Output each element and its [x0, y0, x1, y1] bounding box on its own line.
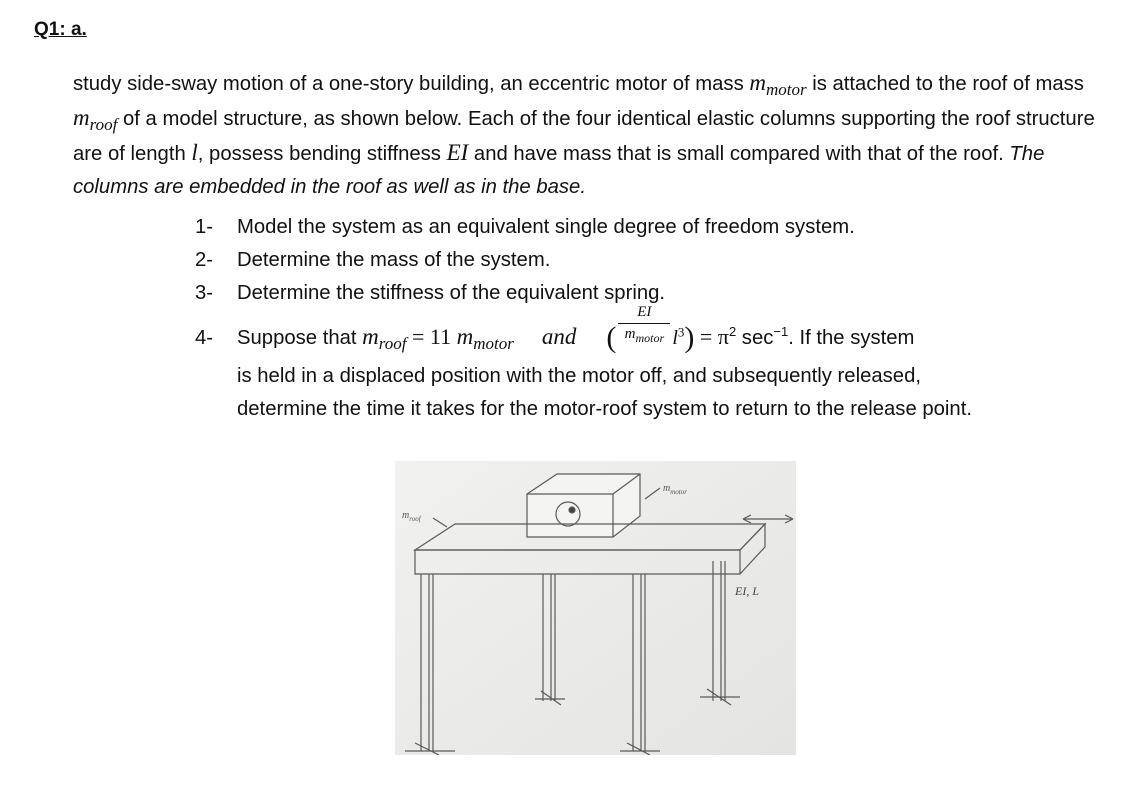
- list-item-number: 3-: [195, 282, 214, 304]
- m-roof-symbol: $m_{roof}$: [362, 324, 407, 353]
- para-text-1: study side-sway motion of a one-story building, an eccentric motor of mass: [73, 73, 750, 95]
- motor-box: [527, 474, 640, 537]
- para-text-5: and have mass that is small compared with that of the roof.: [468, 143, 1010, 165]
- ei-symbol: EI: [446, 140, 469, 165]
- question-heading: Q1: a.: [34, 19, 87, 40]
- and-word: and: [541, 324, 577, 349]
- list-item-number: 2-: [195, 249, 214, 271]
- item4-text-1: Suppose that: [237, 327, 363, 349]
- item4-line-2: is held in a displaced position with the motor off, and subsequently released,: [237, 365, 921, 387]
- figure-label-ei-l: EI, L: [735, 584, 759, 598]
- list-item-text: Model the system as an equivalent single degree of freedom system.: [237, 216, 855, 238]
- m-motor-symbol: $m_{motor}$: [749, 70, 807, 99]
- list-item: [195, 249, 550, 272]
- item4-text-2: . If the system: [788, 327, 915, 349]
- l-cubed: $l^3$: [672, 324, 685, 349]
- figure-label-roof: $m_{roof}$: [402, 510, 421, 523]
- para-text-3: of a model structure, as shown below. Each of the four identical elastic columns supporting the roof structure are of length: [73, 108, 1095, 165]
- list-item: [195, 216, 855, 239]
- m-motor-symbol: $m_{motor}$: [456, 324, 514, 353]
- fraction-ei-over-m: $\frac{EI}{m_{motor}}$: [616, 324, 672, 344]
- item4-pi: = π: [694, 324, 729, 349]
- length-symbol: l: [191, 140, 198, 165]
- para-text-4: , possess bending stiffness: [197, 143, 447, 165]
- list-item-4: 4- Suppose that $m_{roof} = 11$ $m_{motor}$ and ( $\frac{EI}{m_{motor}}$ $l^3) = \pi^2$ $\sec^{-1}$. If the system: [195, 304, 915, 354]
- structure-figure: [395, 461, 796, 755]
- item4-equals: = 11: [406, 324, 457, 349]
- figure-label-motor: $m_{motor}$: [663, 483, 687, 496]
- list-item-number: 4-: [195, 327, 214, 349]
- list-item-text: Determine the mass of the system.: [237, 249, 551, 271]
- para-italic-note: The columns are embedded in the roof as well as in the base.: [73, 143, 1045, 198]
- m-roof-symbol: $m_{roof}$: [73, 105, 118, 134]
- para-text-2: is attached to the roof of mass: [806, 73, 1084, 95]
- problem-statement: [73, 66, 1103, 204]
- list-item: [195, 282, 665, 305]
- list-item-number: 1-: [195, 216, 214, 238]
- list-item-text: Determine the stiffness of the equivalent spring.: [237, 282, 666, 304]
- item4-line-3: determine the time it takes for the motor-roof system to return to the release point.: [237, 398, 972, 420]
